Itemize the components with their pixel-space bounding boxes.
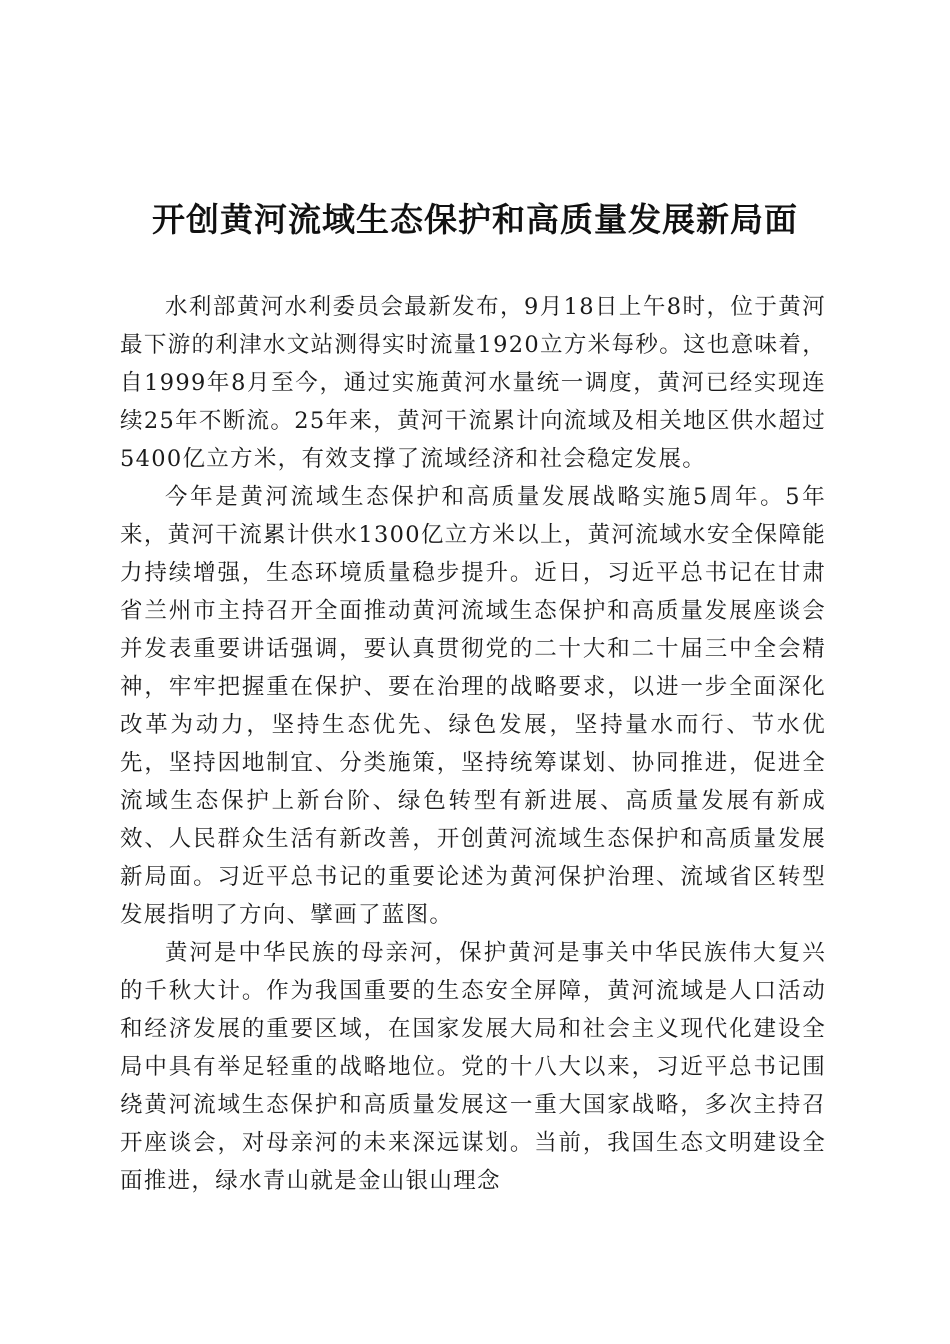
document-title: 开创黄河流域生态保护和高质量发展新局面 <box>152 200 798 239</box>
paragraph-1: 水利部黄河水利委员会最新发布，9月18日上午8时，位于黄河最下游的利津水文站测得实时流量1920立方米每秒。这也意味着，自1999年8月至今，通过实施黄河水量统一调度，黄河已经实现连续25年不断流。25年来，黄河干流累计向流域及相关地区供水超过5400亿立方米，有效支撑了流域经济和社会稳定发展。 <box>120 294 826 472</box>
document-body <box>120 288 826 1200</box>
paragraph-3: 黄河是中华民族的母亲河，保护黄河是事关中华民族伟大复兴的千秋大计。作为我国重要的生态安全屏障，黄河流域是人口活动和经济发展的重要区域，在国家发展大局和社会主义现代化建设全局中具有举足轻重的战略地位。党的十八大以来，习近平总书记围绕黄河流域生态保护和高质量发展这一重大国家战略，多次主持召开座谈会，对母亲河的未来深远谋划。当前，我国生态文明建设全面推进，绿水青山就是金山银山理念 <box>120 940 826 1194</box>
paragraph-2: 今年是黄河流域生态保护和高质量发展战略实施5周年。5年来，黄河干流累计供水1300亿立方米以上，黄河流域水安全保障能力持续增强，生态环境质量稳步提升。近日，习近平总书记在甘肃省兰州市主持召开全面推动黄河流域生态保护和高质量发展座谈会并发表重要讲话强调，要认真贯彻党的二十大和二十届三中全会精神，牢牢把握重在保护、要在治理的战略要求，以进一步全面深化改革为动力，坚持生态优先、绿色发展，坚持量水而行、节水优先，坚持因地制宜、分类施策，坚持统筹谋划、协同推进，促进全流域生态保护上新台阶、绿色转型有新进展、高质量发展有新成效、人民群众生活有新改善，开创黄河流域生态保护和高质量发展新局面。习近平总书记的重要论述为黄河保护治理、流域省区转型发展指明了方向、擘画了蓝图。 <box>120 484 826 928</box>
